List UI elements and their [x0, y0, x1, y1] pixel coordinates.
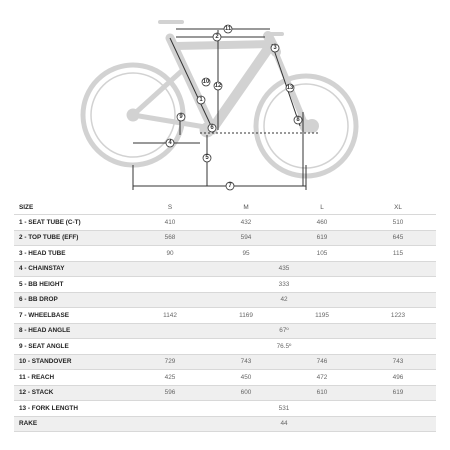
size-l-header: L: [284, 200, 360, 215]
table-row: [14, 215, 436, 231]
svg-text:12: 12: [214, 83, 222, 89]
svg-text:1: 1: [199, 97, 203, 103]
table-row: [14, 230, 436, 246]
marker-6: [208, 124, 216, 132]
measurement-name: 7 - WHEELBASE: [14, 308, 132, 324]
measurement-value: 619: [360, 385, 436, 401]
measurement-name: 11 - REACH: [14, 370, 132, 386]
measurement-value: 1142: [132, 308, 208, 324]
svg-text:8: 8: [296, 117, 300, 123]
table-row: [14, 246, 436, 262]
measurement-value-all-sizes: 333: [132, 277, 436, 293]
measurement-value: 425: [132, 370, 208, 386]
measurement-value: 460: [284, 215, 360, 231]
table-row: [14, 292, 436, 308]
svg-text:10: 10: [202, 79, 210, 85]
measurement-value: 746: [284, 354, 360, 370]
measurement-value-all-sizes: 67º: [132, 323, 436, 339]
measurement-value: 1195: [284, 308, 360, 324]
svg-text:3: 3: [273, 45, 277, 51]
table-row: [14, 401, 436, 417]
measurement-value: 432: [208, 215, 284, 231]
svg-text:13: 13: [286, 85, 294, 91]
table-row: [14, 370, 436, 386]
measurement-value: 610: [284, 385, 360, 401]
measurement-value: 600: [208, 385, 284, 401]
marker-11: [224, 25, 232, 33]
marker-10: [202, 78, 210, 86]
measurement-name: 8 - HEAD ANGLE: [14, 323, 132, 339]
table-row: [14, 354, 436, 370]
marker-8: [294, 116, 302, 124]
size-header: SIZE: [14, 200, 132, 215]
measurement-name: 5 - BB HEIGHT: [14, 277, 132, 293]
measurement-value-all-sizes: 42: [132, 292, 436, 308]
measurement-value: 410: [132, 215, 208, 231]
measurement-value: 105: [284, 246, 360, 262]
svg-text:7: 7: [228, 183, 232, 189]
measurement-name: 2 - TOP TUBE (EFF): [14, 230, 132, 246]
table-row: [14, 261, 436, 277]
svg-text:5: 5: [205, 155, 209, 161]
measurement-value-all-sizes: 531: [132, 401, 436, 417]
measurement-name: 9 - SEAT ANGLE: [14, 339, 132, 355]
marker-1: [197, 96, 205, 104]
measurement-value: 510: [360, 215, 436, 231]
marker-7: [226, 182, 234, 190]
svg-text:2: 2: [215, 34, 219, 40]
measurement-value-all-sizes: 76.5º: [132, 339, 436, 355]
measurement-value: 496: [360, 370, 436, 386]
measurement-name: 10 - STANDOVER: [14, 354, 132, 370]
table-row: [14, 416, 436, 432]
table-row: [14, 323, 436, 339]
measurement-value: 568: [132, 230, 208, 246]
measurement-name: 1 - SEAT TUBE (C-T): [14, 215, 132, 231]
measurement-name: 6 - BB DROP: [14, 292, 132, 308]
table-row: [14, 339, 436, 355]
measurement-name: RAKE: [14, 416, 132, 432]
measurement-name: 12 - STACK: [14, 385, 132, 401]
measurement-value: 450: [208, 370, 284, 386]
measurement-value: 1223: [360, 308, 436, 324]
marker-13: [286, 84, 294, 92]
measurement-value: 619: [284, 230, 360, 246]
measurement-value: 115: [360, 246, 436, 262]
measurement-name: 4 - CHAINSTAY: [14, 261, 132, 277]
bike-geometry-diagram: [0, 0, 450, 195]
svg-text:4: 4: [168, 140, 172, 146]
measurement-value: 472: [284, 370, 360, 386]
table-row: [14, 385, 436, 401]
table-row: [14, 277, 436, 293]
marker-4: [166, 139, 174, 147]
marker-3: [271, 44, 279, 52]
measurement-value: 645: [360, 230, 436, 246]
measurement-name: 13 - FORK LENGTH: [14, 401, 132, 417]
measurement-value: 594: [208, 230, 284, 246]
marker-9: [177, 113, 185, 121]
measurement-value: 729: [132, 354, 208, 370]
svg-text:6: 6: [210, 125, 214, 131]
size-xl-header: XL: [360, 200, 436, 215]
measurement-value: 596: [132, 385, 208, 401]
table-row: [14, 308, 436, 324]
svg-text:11: 11: [224, 26, 232, 32]
measurement-value-all-sizes: 435: [132, 261, 436, 277]
measurement-name: 3 - HEAD TUBE: [14, 246, 132, 262]
geometry-table: [14, 200, 436, 432]
size-m-header: M: [208, 200, 284, 215]
measurement-value: 743: [360, 354, 436, 370]
table-header-row: [14, 200, 436, 215]
svg-text:9: 9: [179, 114, 183, 120]
measurement-value: 95: [208, 246, 284, 262]
marker-2: [213, 33, 221, 41]
measurement-value-all-sizes: 44: [132, 416, 436, 432]
marker-5: [203, 154, 211, 162]
marker-12: [214, 82, 222, 90]
measurement-value: 90: [132, 246, 208, 262]
measurement-value: 1169: [208, 308, 284, 324]
size-s-header: S: [132, 200, 208, 215]
measurement-value: 743: [208, 354, 284, 370]
